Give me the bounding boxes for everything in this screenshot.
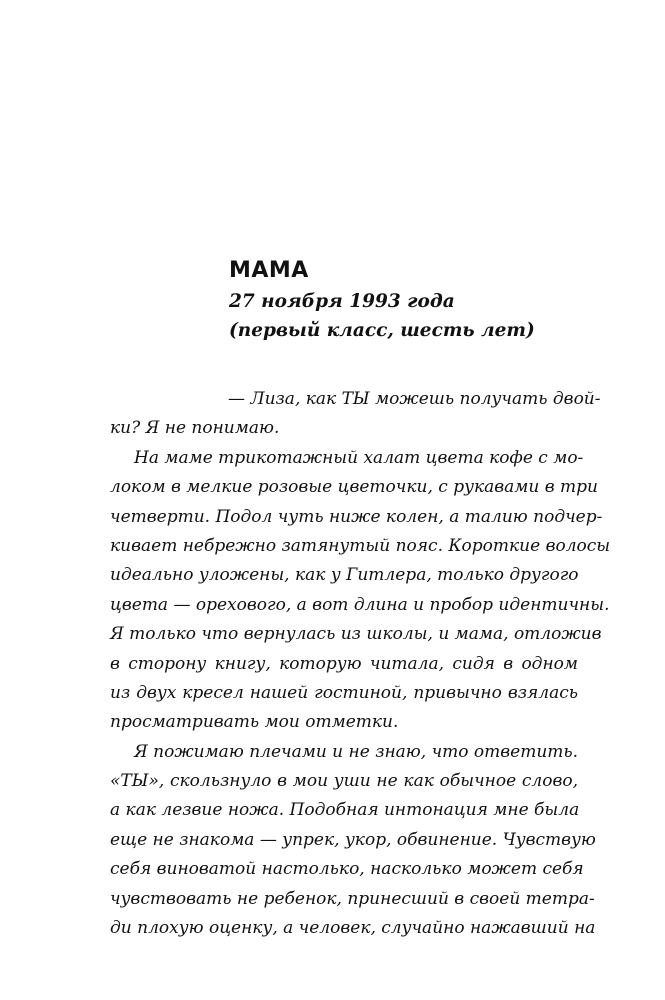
text-line: а как лезвие ножа. Подобная интонация мне была (110, 800, 580, 821)
text-line: «ТЫ», скользнуло в мои уши не как обычное слово, (110, 771, 578, 792)
chapter-subtitle: (первый класс, шесть лет) (229, 320, 535, 341)
text-line: цвета — орехового, а вот длина и пробор идентичны. (110, 594, 610, 615)
chapter-title: МАМА (229, 258, 309, 283)
text-line: в сторону книгу, которую читала, сидя в одном (110, 653, 578, 674)
text-line: ки? Я не понимаю. (110, 418, 280, 439)
text-line: — Лиза, как ТЫ можешь получать двой- (228, 389, 601, 409)
chapter-date: 27 ноября 1993 года (229, 291, 455, 312)
text-line: идеально уложены, как у Гитлера, только другого (110, 565, 579, 586)
body-text (110, 385, 611, 943)
text-line: Я только что вернулась из школы, и мама, отложив (110, 624, 602, 645)
text-line: чувствовать не ребенок, принесший в своей тетра- (110, 888, 595, 909)
text-line: еще не знакома — упрек, укор, обвинение. Чувствую (110, 829, 596, 850)
text-line: локом в мелкие розовые цветочки, с рукавами в три (110, 477, 598, 498)
text-line: себя виноватой настолько, насколько может себя (110, 859, 584, 880)
text-line: На маме трикотажный халат цвета кофе с мо- (134, 447, 584, 468)
text-line: кивает небрежно затянутый пояс. Короткие волосы (110, 535, 611, 556)
text-line: ди плохую оценку, а человек, случайно нажавший на (110, 918, 596, 939)
text-line: четверти. Подол чуть ниже колен, а талию подчер- (110, 506, 603, 527)
text-line: из двух кресел нашей гостиной, привычно взялась (110, 682, 578, 703)
text-line: просматривать мои отметки. (110, 712, 399, 733)
text-line: Я пожимаю плечами и не знаю, что ответить. (134, 741, 579, 762)
